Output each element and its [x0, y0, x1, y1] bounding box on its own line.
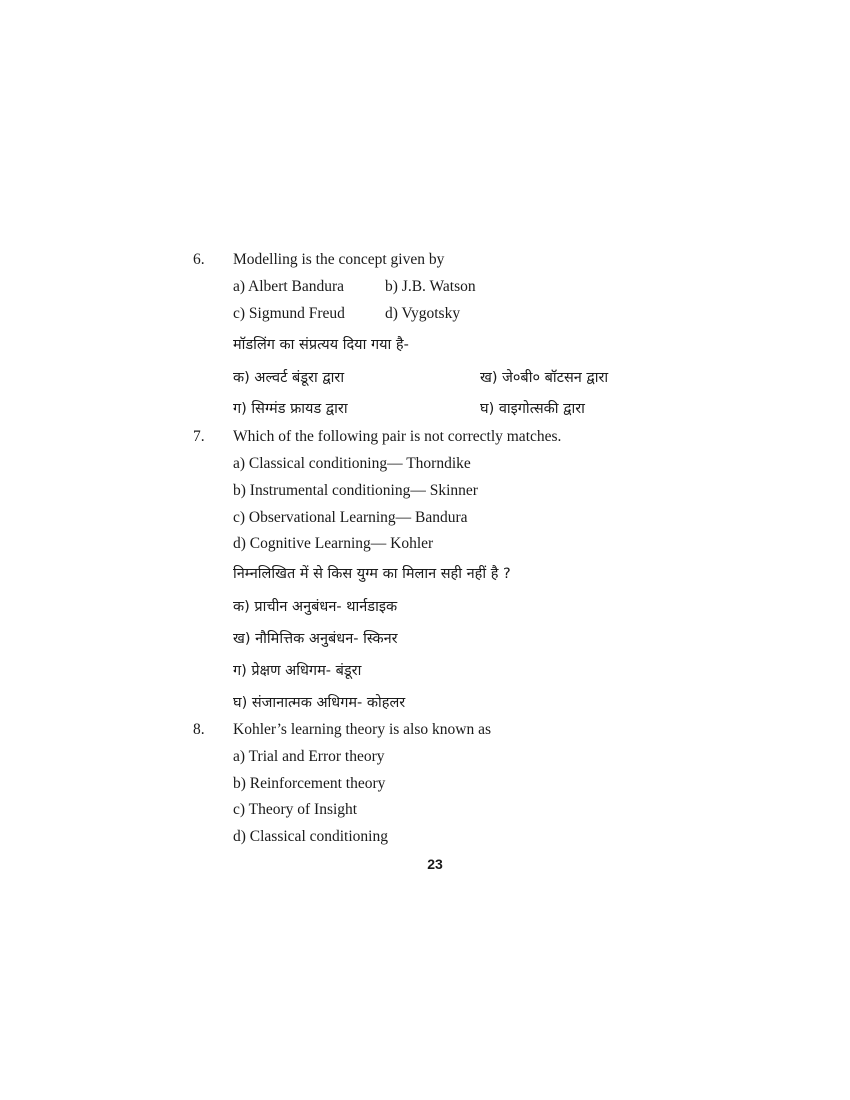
option-a: a) Trial and Error theory: [233, 748, 385, 765]
option-d: d) Cognitive Learning— Kohler: [233, 535, 434, 552]
question-text-en: Which of the following pair is not correctly matches.: [233, 428, 562, 445]
option-b: b) Reinforcement theory: [233, 775, 386, 792]
options-row-1: [233, 278, 476, 296]
option-d: d) Vygotsky: [385, 305, 461, 322]
option-ga: ग) सिग्मंड फ्रायड द्वारा: [233, 401, 348, 417]
question-text-en: Modelling is the concept given by: [233, 251, 445, 268]
question-text-en: Kohler’s learning theory is also known as: [233, 721, 491, 738]
question-number: 7.: [193, 428, 205, 445]
question-number: 8.: [193, 721, 205, 738]
option-ka: क) प्राचीन अनुबंधन- थार्नडाइक: [233, 599, 398, 615]
option-gha: घ) संजानात्मक अधिगम- कोहलर: [233, 695, 406, 711]
option-b: b) Instrumental conditioning— Skinner: [233, 482, 478, 499]
option-ka: क) अल्वर्ट बंडूरा द्वारा: [233, 370, 345, 386]
option-c: c) Observational Learning— Bandura: [233, 509, 468, 526]
option-a: a) Classical conditioning— Thorndike: [233, 455, 471, 472]
option-a: a) Albert Bandura: [233, 278, 345, 295]
page-number: 23: [427, 856, 443, 872]
option-gha: घ) वाइगोत्सकी द्वारा: [480, 401, 585, 417]
options-hi-row-2: [233, 398, 585, 418]
options-row-2: [233, 305, 460, 323]
question-text-hi: मॉडलिंग का संप्रत्यय दिया गया है-: [233, 337, 409, 353]
option-d: d) Classical conditioning: [233, 828, 388, 845]
options-hi-row-1: [233, 367, 608, 387]
option-c: c) Sigmund Freud: [233, 305, 345, 322]
question-text-hi: निम्नलिखित में से किस युग्म का मिलान सही नहीं है ?: [233, 566, 511, 582]
option-ga: ग) प्रेक्षण अधिगम- बंडूरा: [233, 663, 362, 679]
option-kha: ख) नौमित्तिक अनुबंधन- स्किनर: [233, 631, 398, 647]
option-kha: ख) जे०बी० बॉटसन द्वारा: [480, 370, 609, 386]
question-number: 6.: [193, 251, 205, 268]
option-b: b) J.B. Watson: [385, 278, 476, 295]
option-c: c) Theory of Insight: [233, 801, 358, 818]
